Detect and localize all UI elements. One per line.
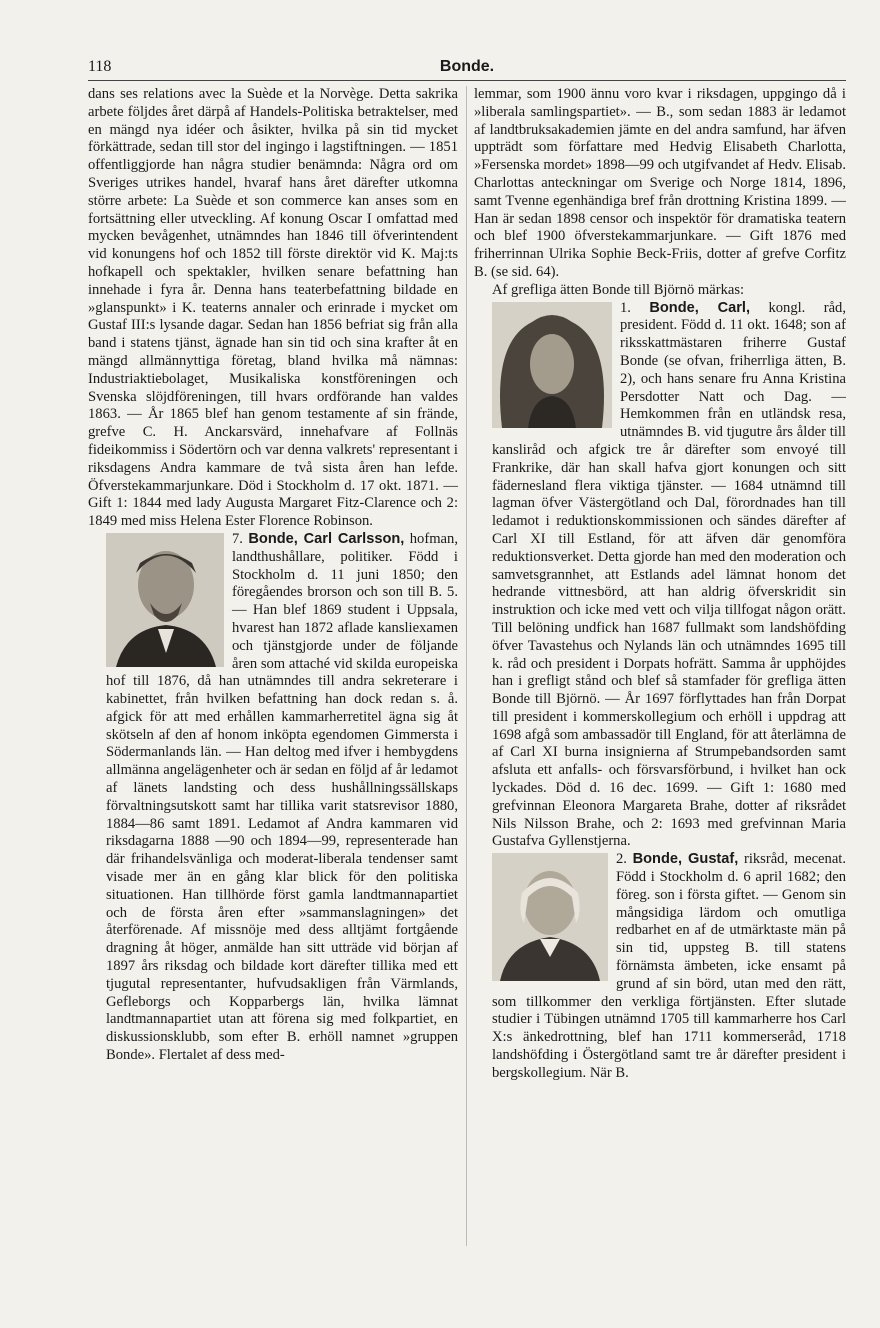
portrait-carl-carlsson: [106, 533, 224, 667]
entry-number: 7.: [232, 530, 243, 547]
section-intro: Af grefliga ätten Bonde till Björnö märkas:: [492, 281, 745, 298]
entry-name: Bonde, Gustaf,: [632, 851, 739, 868]
entry-text: hofman, landthushållare, politiker. Född i Stockholm d. 11 juni 1850; den föregåendes brorson och son till B. 5. — Han blef 1869 student i Uppsala, hvarest han 1872 aflade kansliexamen och tjänstgjorde under de följande åren som attaché vid skilda europeiska hof till 1876, då han utnämndes till andra sekreterare i kabinettet, från hvilken befattning han dock redan s. å. afgick för att med erhållen kammarherretitel ägna sig åt skötseln af den af honom inköpta egendomen Gimmersta i Södermanlands län. — Han deltog med ifver i hembygdens allmänna angelägenheter och är sedan en följd af år ledamot af länets landsting och dess hushållningssällskaps förvaltningsutskott samt har tillika varit statsrevisor 1880, 1884—86 samt 1891. Ledamot af Andra kammaren vid riksdagarna 1888 —90 och 1894—99, representerade han där frihandelsvänliga och moderat-liberala tendenser samt visade mer än en gång klar blick för den politiska situationen. Han tillhörde först gamla landtmannapartiet och de första åren efter »sammanslagningen» det återförenade. Af missnöje med dess alltjämt fortgående dragning åt höger, anmälde han sitt utträde vid början af 1897 års riksdag och bildade kort därefter tillika med ett tjugutal representanter, hufvudsakligen från Värmlands, Gefleborgs och Kopparbergs län, hvilka lämnat landtmannapartiet utan att förena sig med folkpartiet, en diskussionsklubb, som efter B. erhöll namnet »gruppen Bonde». Flertalet af dess med-: [106, 530, 458, 1064]
paragraph: lemmar, som 1900 ännu voro kvar i riksdagen, uppgingo då i »liberala samlingspartiet». — B., som sedan 1883 är ledamot af landtbruksakademien jämte en del andra samfund, har äfven uppträdt som författare med Hedvig Elisabeth Charlotta, »Fersenska mordet» 1898—99 och utgifvandet af Hedv. Elisab. Charlottas anteckningar om Sverige och Norge 1814, 1896, samt Tvenne egenhändiga bref från drottning Kristina 1899. — Han är sedan 1898 censor och inspektör för dramatiska teatern och blef 1900 öfverstekammarjunkare. — Gift 1876 med friherrinnan Ulrika Sophie Beck-Friis, dotter af grefve Corfitz B. (se sid. 64).: [474, 86, 846, 280]
entry-number: 2.: [616, 851, 627, 868]
entry-bonde-gustaf: [474, 851, 846, 1082]
left-column: [88, 86, 458, 1065]
entry-name: Bonde, Carl Carlsson,: [248, 530, 405, 547]
entry-bonde-carl-carlsson: [88, 531, 458, 1065]
column-divider: [466, 86, 467, 1246]
portrait-carl-bonde: [492, 302, 612, 428]
page-title: Bonde.: [439, 58, 495, 75]
page-header: [88, 58, 846, 80]
right-column: [474, 86, 846, 1083]
portrait-gustaf-bonde: [492, 853, 608, 981]
entry-number: 1.: [620, 299, 631, 316]
page-number: 118: [88, 58, 112, 75]
entry-bonde-carl: [474, 300, 846, 852]
entry-text: riksråd, mecenat. Född i Stockholm d. 6 april 1682; den föreg. son i första giftet. — Genom sin mångsidiga lärdom och omutliga redbarhet en af de utmärktaste män på sin tid, uppsteg B. till statens förnämsta ämbeten, icke ensamt på grund af sin börd, utan med den rätt, som tillkommer den verkliga förtjänsten. Efter slutade studier i Tübingen utnämnd 1705 till kammarherre hos Carl X:s änkedrottning, blef han 1711 kommerseråd, 1718 landshöfding i Östergötland samt tre år därefter president i bergskollegium. När B.: [492, 851, 847, 1081]
paragraph: dans ses relations avec la Suède et la Norvège. Detta sakrika arbete följdes året därpå af Handels-Politiska betraktelser, med en mängd nya idéer och åsikter, hvilka på sin tid mycket förkättrade, sedan till stor del ingingo i lagstiftningen. — 1851 offentliggjorde han några studier benämnda: Några ord om Sveriges utrikes handel, hvaraf hans året därefter utkomna större arbete: La Suède et son commerce kan anses som en fortsättning eller utveckling. Af konung Oscar I omfattad med mycken bevågenhet, utnämndes han 1846 till öfverintendent vid konungens hof och 1852 till förste direktör vid K. Maj:ts hofkapell och spektakler, hvilken senare befattning han innehade i fyra år. Denna hans teaterbefattning bildade en »glanspunkt» i K. teaterns annaler och erinrade i mycket om Gustaf III:s lysande dagar. Sedan han 1856 befriat sig från alla band i statens tjänst, ägnade han sin tid och sina krafter åt en mängd allmännyttiga företag, bland hvilka må nämnas: Industriaktiebolaget, Musikaliska konstföreningen och Svenska slöjdföreningen, till hvars ordförande han valdes 1863. — År 1865 blef han genom testamente af sin frände, grefve C. H. Anckarsvärd, innehafvare af Follnäs fideikommiss i Södertörn och var denna valkrets' representant i riksdagens Andra kammare de två sista åren han lefde. Öfverstekammarjunkare. Död i Stockholm d. 17 okt. 1871. — Gift 1: 1844 med lady Augusta Margaret Fitz-Clarence och 2: 1849 med miss Helena Ester Florence Robinson.: [88, 86, 458, 530]
header-rule: [88, 80, 846, 81]
entry-text: kongl. råd, president. Född d. 11 okt. 1648; son af riksskattmästaren friherre Gustaf Bonde (se ofvan, friherrliga ätten, B. 2), och hans senare fru Anna Kristina Persdotter Natt och Dag. — Hemkommen från en utländsk resa, utnämndes B. vid tjugutre års ålder till kansliråd och afgick tre år därefter som envoyé till Frankrike, där han skall hafva gjort konungen och sitt fädernesland flera viktiga tjänster. — 1684 utnämnd till lagman öfver Västergötland och Dal, förordnades han till ledamot i reduktionskommissionen och sändes därefter af Carl XI till Estland, för att äfven där genomföra reduktionsverket. Detta gjorde han med den moderation och samvetsgrannhet, att Estlands adel lämnat honom det hedrande vittnesbörd, att han aldrig öfverskridit sin instruktion och icke med vett och vilja tillfogat någon orätt. Till belöning undfick han 1687 fullmakt som landshöfding öfver Tavastehus och Nylands län och utnämndes 1695 till k. råd och president i Dorpats hofrätt. Samma år upphöjdes han i grefligt stånd och blef så stamfader för grefliga ätten Bonde till Björnö. — År 1697 förflyttades han från Dorpat till president i kommerskollegium och erhöll i uppdrag att 1698 afgå som ambassadör till England, för att återlämna de af Carl XI burna insignierna af Strumpebandsorden samt afsluta ett anfalls- och försvarsförbund, i hvilket han ock lyckades. Död d. 16 dec. 1699. — Gift 1: 1680 med grefvinnan Eleonora Margareta Brahe, dotter af riksrådet Nils Nilsson Brahe, och 2: 1693 med grefvinnan Maria Gustafva Gyllenstjerna.: [492, 299, 846, 850]
entry-name: Bonde, Carl,: [649, 299, 751, 316]
